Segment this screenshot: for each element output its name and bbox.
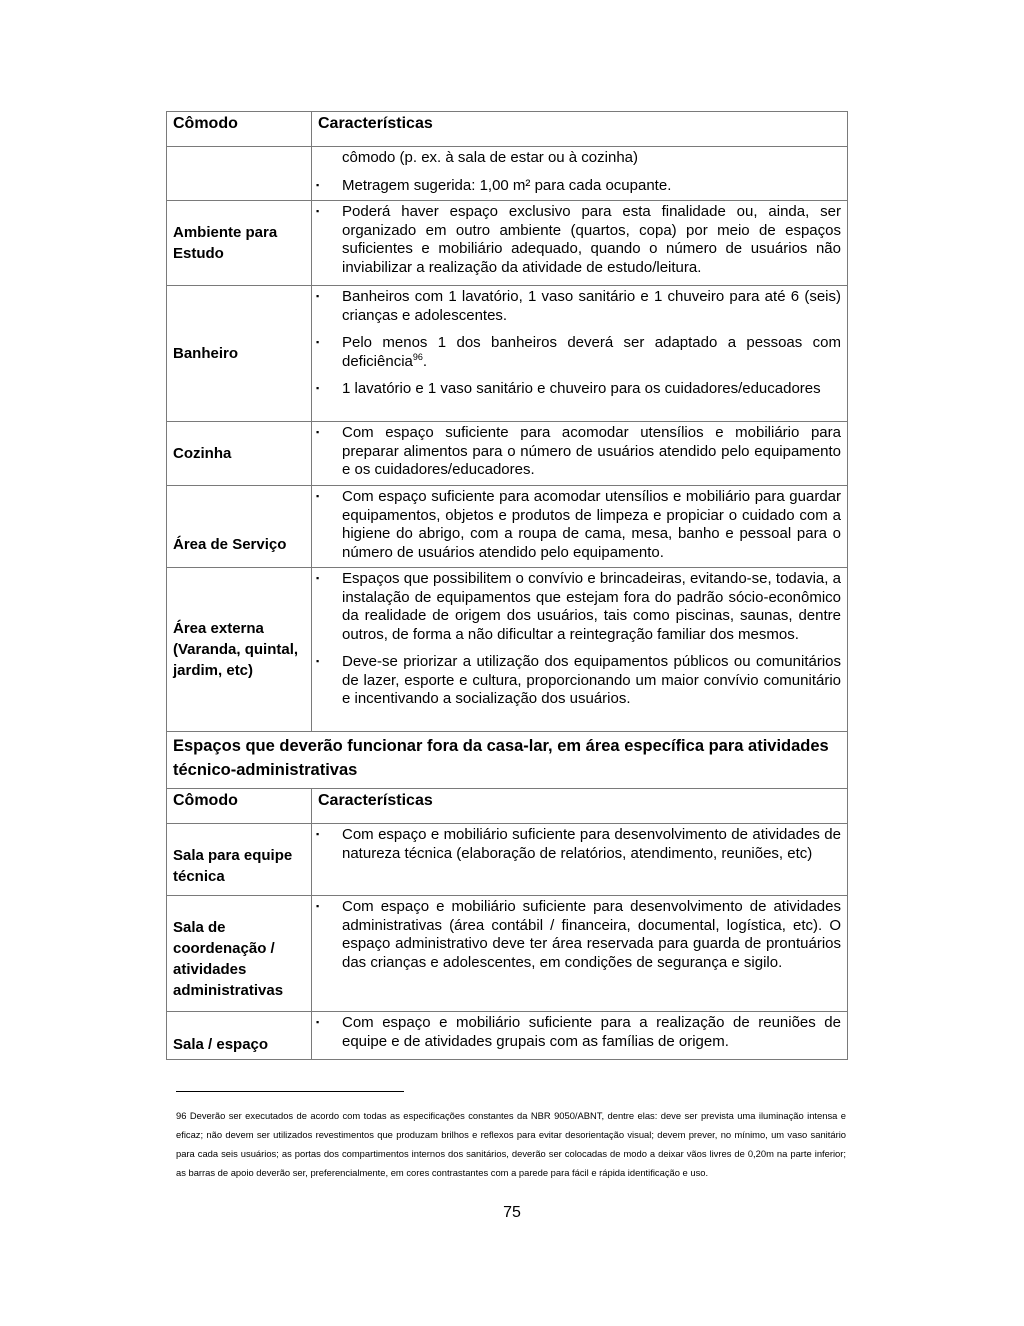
list-item [312, 653, 841, 709]
list-item [312, 334, 841, 371]
list-item [312, 570, 841, 644]
bullet-list [312, 424, 841, 480]
room-name: Ambiente para Estudo [167, 201, 312, 286]
list-item [312, 380, 841, 399]
characteristics-cell [312, 1012, 848, 1060]
table-row [167, 486, 848, 568]
bullet-icon: ▪ [316, 656, 320, 666]
bullet-list [312, 898, 841, 972]
table-row [167, 422, 848, 486]
list-item-text: Pelo menos 1 dos banheiros deverá ser adaptado a pessoas com deficiência [342, 334, 841, 370]
bullet-icon: ▪ [316, 337, 320, 347]
bullet-list [312, 488, 841, 562]
bullet-icon: ▪ [316, 829, 320, 839]
characteristics-cell [312, 896, 848, 1012]
list-item-text: Com espaço e mobiliário suficiente para desenvolvimento de atividades de natureza técnica (elaboração de relatórios, atendimento, reuniões, etc) [342, 826, 841, 862]
bullet-list [312, 570, 841, 709]
list-item-text-end: . [422, 352, 428, 370]
list-item [312, 826, 841, 863]
room-name: Área de Serviço [167, 486, 312, 568]
table-header-row [167, 112, 848, 147]
bullet-icon: ▪ [316, 206, 320, 216]
room-name: Sala de coordenação / atividades administrativas [167, 896, 312, 1012]
table-row [167, 286, 848, 422]
header-characteristics: Características [312, 112, 848, 147]
rooms-table [166, 111, 848, 1060]
list-item-text: Banheiros com 1 lavatório, 1 vaso sanitário e 1 chuveiro para até 6 (seis) crianças e adolescentes. [342, 288, 841, 324]
bullet-list [312, 1014, 841, 1051]
bullet-icon: ▪ [316, 901, 320, 911]
list-item-text: Com espaço suficiente para acomodar utensílios e mobiliário para guardar equipamentos, objetos e produtos de limpeza e propiciar o cuidado com a higiene do abrigo, com a roupa de cama, mesa, banho e pessoal para o número de usuários atendido pelo equipamento. [342, 488, 841, 561]
list-item-text: Espaços que possibilitem o convívio e brincadeiras, evitando-se, todavia, a instalação de equipamentos que estejam fora do padrão sócio-econômico da realidade de origem dos usuários, tais como piscinas, saunas, dentre outros, de forma a não dificultar a reintegração familiar dos mesmos. [342, 570, 841, 643]
list-item [312, 203, 841, 277]
characteristics-cell [312, 486, 848, 568]
room-name: Cozinha [167, 422, 312, 486]
characteristics-cell [312, 201, 848, 286]
list-item [312, 1014, 841, 1051]
characteristics-cell [312, 824, 848, 896]
room-name: Banheiro [167, 286, 312, 422]
footnote-separator [176, 1091, 404, 1092]
bullet-icon: ▪ [316, 291, 320, 301]
page-number: 75 [503, 1204, 521, 1221]
section-row [167, 732, 848, 789]
list-item-text: Poderá haver espaço exclusivo para esta finalidade ou, ainda, ser organizado em outro ambiente (quartos, copa) por meio de espaços suficientes e mobiliário adequado, quando o número de usuários não inviabilizar a realização da atividade de estudo/leitura. [342, 203, 841, 276]
list-item-text: 1 lavatório e 1 vaso sanitário e chuveiro para os cuidadores/educadores [342, 380, 821, 397]
table-header-row [167, 789, 848, 824]
characteristics-cell [312, 568, 848, 732]
room-name [167, 147, 312, 201]
header-characteristics: Características [312, 789, 848, 824]
footnote-reference: 96 [412, 351, 423, 362]
bullet-icon: ▪ [316, 491, 320, 501]
bullet-list [312, 203, 841, 277]
footnote: 96 Deverão ser executados de acordo com todas as especificações constantes da NBR 9050/ABNT, dentre elas: deve ser prevista uma iluminação intensa e eficaz; não devem ser utilizados revestimentos que produzam brilhos e reflexos para evitar desorientação visual; devem prever, no mínimo, um vaso sanitário para cada seis usuários; as portas dos compartimentos internos dos sanitários, deverão ser colocadas de modo a deixar vãos livres de 0,20m na parte inferior; as barras de apoio deverão ser, preferencialmente, em cores contrastantes com a parede para fácil e rápida identificação e uso. [176, 1110, 846, 1178]
characteristics-cell [312, 422, 848, 486]
room-name: Sala para equipe técnica [167, 824, 312, 896]
table-row [167, 896, 848, 1012]
room-name: Área externa (Varanda, quintal, jardim, etc) [167, 568, 312, 732]
section-title: Espaços que deverão funcionar fora da casa-lar, em área específica para atividades técnico-administrativas [167, 732, 848, 789]
list-item [312, 288, 841, 325]
bullet-list [312, 288, 841, 399]
bullet-icon: ▪ [316, 383, 320, 393]
list-item-text: Deve-se priorizar a utilização dos equipamentos públicos ou comunitários de lazer, esporte e cultura, proporcionando um maior convívio comunitário e incentivando a socialização dos usuários. [342, 653, 841, 707]
table-row [167, 1012, 848, 1060]
list-item-text: Com espaço e mobiliário suficiente para desenvolvimento de atividades administrativas (área contábil / financeira, documental, logística, etc). O espaço administrativo deve ter área reservada para guarda de prontuários das crianças e adolescentes, em condições de segurança e sigilo. [342, 898, 841, 971]
list-item-text: Com espaço e mobiliário suficiente para a realização de reuniões de equipe e de atividades grupais com as famílias de origem. [342, 1014, 841, 1050]
list-item-text: cômodo (p. ex. à sala de estar ou à cozinha) [342, 149, 639, 166]
bullet-list [312, 149, 841, 195]
characteristics-cell [312, 286, 848, 422]
header-room: Cômodo [167, 789, 312, 824]
bullet-icon: ▪ [316, 427, 320, 437]
list-item-text: Com espaço suficiente para acomodar utensílios e mobiliário para preparar alimentos para o número de usuários atendido pelo equipamento e os cuidadores/educadores. [342, 424, 841, 478]
list-item [312, 488, 841, 562]
header-room: Cômodo [167, 112, 312, 147]
room-name: Sala / espaço [167, 1012, 312, 1060]
list-item [312, 177, 841, 196]
list-item [312, 149, 841, 168]
bullet-list [312, 826, 841, 863]
bullet-icon: ▪ [316, 179, 320, 190]
characteristics-cell [312, 147, 848, 201]
table-row [167, 201, 848, 286]
list-item-text: Metragem sugerida: 1,00 m² para cada ocupante. [342, 176, 672, 194]
table-row [167, 568, 848, 732]
bullet-icon: ▪ [316, 1017, 320, 1027]
table-row [167, 824, 848, 896]
list-item [312, 424, 841, 480]
list-item [312, 898, 841, 972]
table-row [167, 147, 848, 201]
bullet-icon: ▪ [316, 573, 320, 583]
